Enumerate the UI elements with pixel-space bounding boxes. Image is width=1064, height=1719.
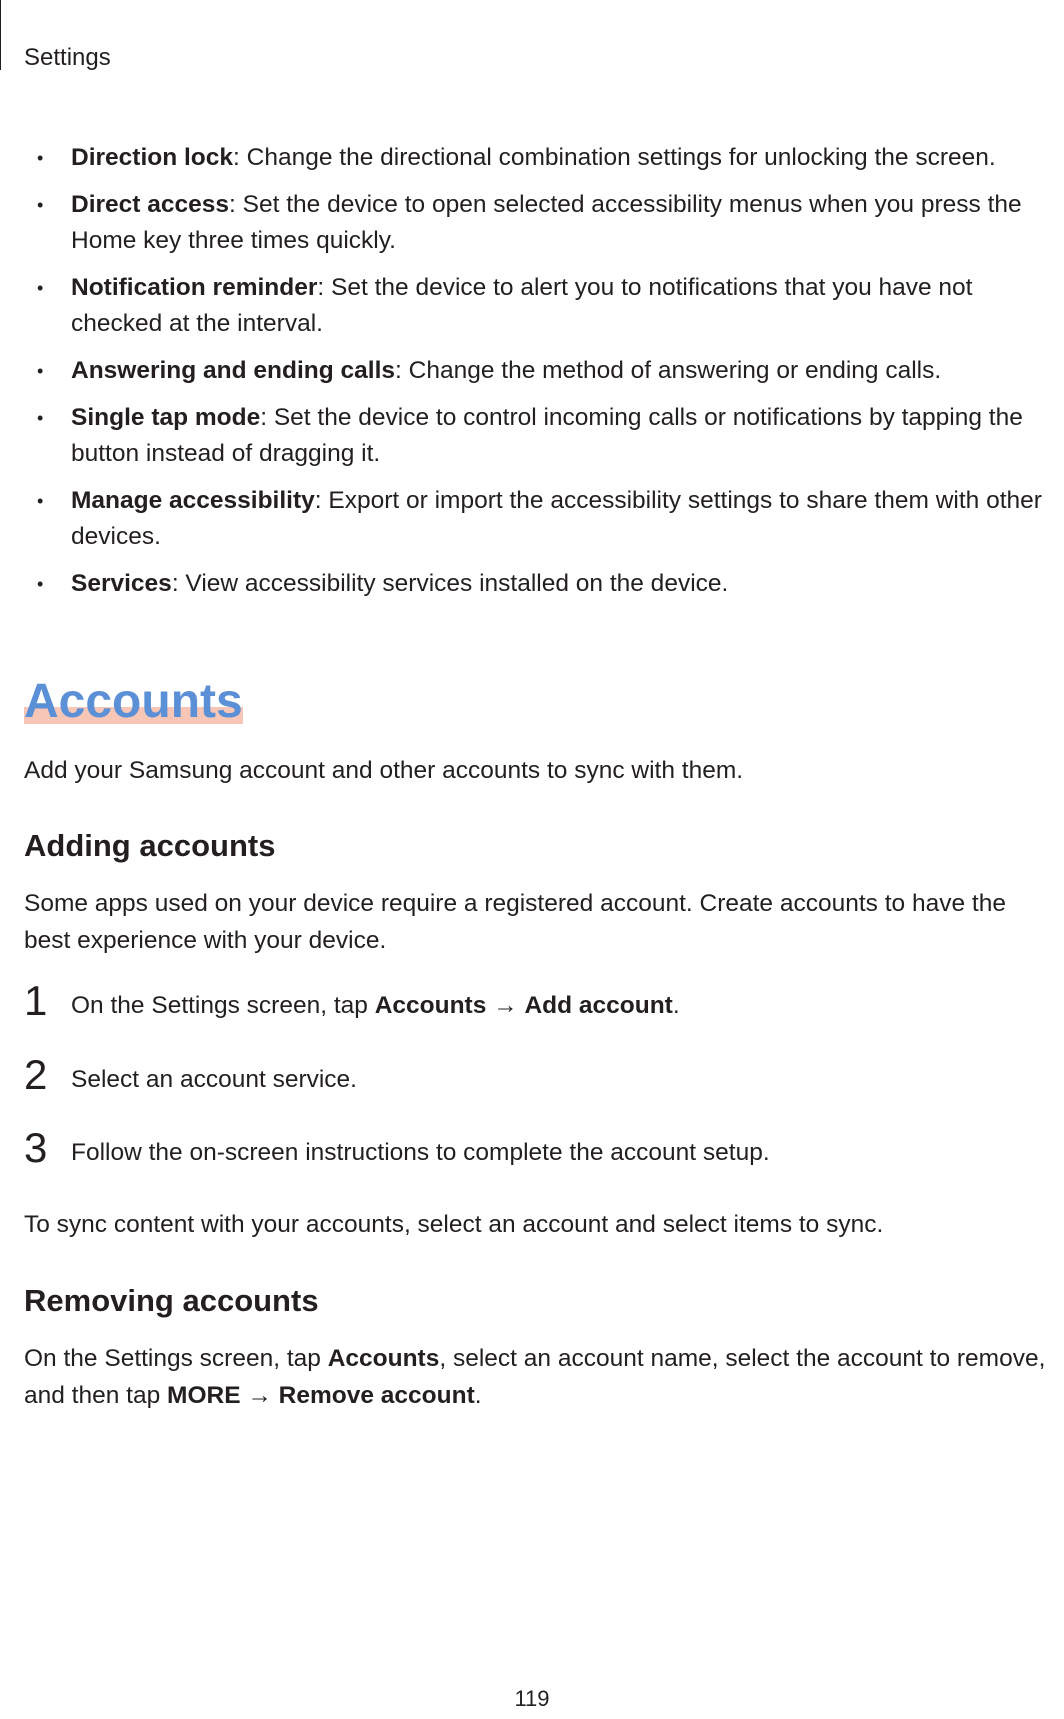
step-text: Select an account service.: [71, 1066, 357, 1093]
list-item: [0, 483, 1064, 555]
page-number: 119: [514, 1686, 550, 1711]
header-rule: [0, 0, 1, 70]
removing-accounts-heading: Removing accounts: [24, 1283, 319, 1318]
step-number: 2: [24, 1051, 48, 1098]
accounts-menu-label: Accounts: [374, 992, 487, 1019]
item-term: Services: [71, 570, 172, 597]
item-text: : Change the directional combination settings for unlocking the screen.: [233, 144, 996, 171]
accessibility-option-list: [0, 140, 1064, 613]
bullet-icon: •: [37, 491, 44, 511]
item-text: : View accessibility services installed on the device.: [171, 570, 729, 597]
more-label: MORE: [167, 1382, 241, 1409]
arrow-separator: →: [486, 992, 525, 1019]
adding-accounts-intro: Some apps used on your device require a registered account. Create accounts to have the best experience with your device.: [24, 890, 1006, 954]
remove-text-mid: , select an account name, select the account to remove, and then tap: [24, 1345, 1046, 1409]
item-term: Notification reminder: [71, 274, 318, 301]
accounts-intro: Add your Samsung account and other accounts to sync with them.: [24, 757, 744, 784]
removing-accounts-instructions: [24, 1340, 1054, 1414]
bullet-icon: •: [37, 195, 44, 215]
accounts-menu-label: Accounts: [327, 1345, 440, 1372]
accounts-section-title: [24, 674, 243, 730]
add-account-label: Add account: [524, 992, 673, 1019]
item-text: : Export or import the accessibility settings to share them with other devices.: [71, 487, 1042, 550]
bullet-icon: •: [37, 574, 44, 594]
list-item: [0, 353, 1064, 389]
step-text-post: .: [672, 992, 680, 1019]
item-text: : Set the device to alert you to notifications that you have not checked at the interval.: [71, 274, 973, 337]
step-number: 3: [24, 1124, 48, 1171]
step-text: [71, 987, 680, 1024]
adding-accounts-heading: Adding accounts: [24, 828, 276, 863]
step-2: [24, 1051, 1054, 1103]
item-text: : Set the device to open selected accessibility menus when you press the Home key three times quickly.: [71, 191, 1022, 254]
step-3: [24, 1124, 1054, 1176]
item-term: Direct access: [71, 191, 230, 218]
item-term: Direction lock: [71, 144, 234, 171]
item-text: : Change the method of answering or ending calls.: [395, 357, 942, 384]
step-1: [24, 977, 1054, 1029]
bullet-icon: •: [37, 408, 44, 428]
item-term: Manage accessibility: [71, 487, 315, 514]
sync-note: To sync content with your accounts, select an account and select items to sync.: [24, 1211, 884, 1238]
bullet-icon: •: [37, 148, 44, 168]
accounts-title-text: Accounts: [24, 675, 243, 728]
page-header-title: Settings: [24, 44, 111, 71]
remove-text-post: .: [474, 1382, 482, 1409]
step-text: Follow the on-screen instructions to complete the account setup.: [71, 1139, 770, 1166]
item-term: Answering and ending calls: [71, 357, 396, 384]
list-item: [0, 140, 1064, 176]
list-item: [0, 566, 1064, 602]
arrow-separator: →: [240, 1382, 279, 1409]
item-text: : Set the device to control incoming calls or notifications by tapping the button instead of dragging it.: [71, 404, 1023, 467]
step-number: 1: [24, 977, 48, 1024]
remove-text-pre: On the Settings screen, tap: [24, 1345, 328, 1372]
item-term: Single tap mode: [71, 404, 261, 431]
list-item: [0, 270, 1064, 342]
bullet-icon: •: [37, 361, 44, 381]
remove-account-label: Remove account: [278, 1382, 475, 1409]
list-item: [0, 187, 1064, 259]
bullet-icon: •: [37, 278, 44, 298]
step-text-pre: On the Settings screen, tap: [71, 992, 375, 1019]
list-item: [0, 400, 1064, 472]
